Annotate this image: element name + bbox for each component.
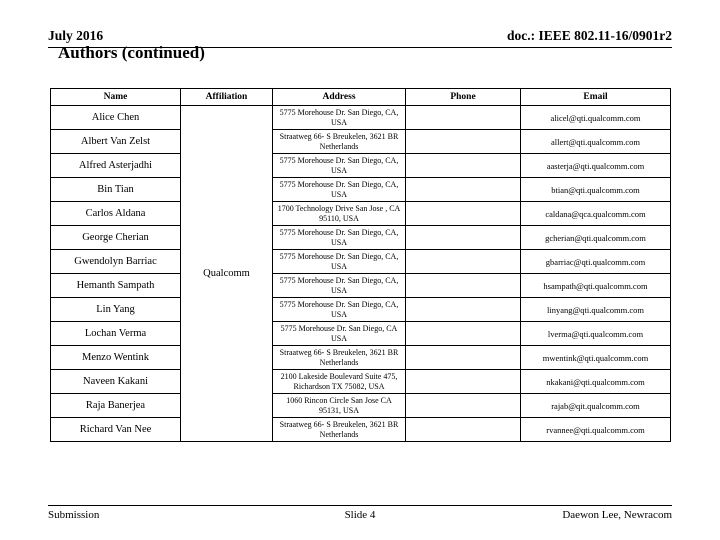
cell-phone xyxy=(406,226,521,250)
table-header-row xyxy=(51,89,671,106)
table-row xyxy=(51,250,671,274)
cell-address: 5775 Morehouse Dr. San Diego, CA, USA xyxy=(273,298,406,322)
table-row xyxy=(51,106,671,130)
cell-email: nkakani@qti.qualcomm.com xyxy=(521,370,671,394)
footer-slide-number: Slide 4 xyxy=(344,509,376,521)
page-title: Authors (continued) xyxy=(58,43,205,62)
cell-email: rvannee@qti.qualcomm.com xyxy=(521,418,671,442)
table-row xyxy=(51,154,671,178)
cell-author-name: Naveen Kakani xyxy=(51,370,181,394)
cell-address: 1060 Rincon Circle San Jose CA 95131, USA xyxy=(273,394,406,418)
cell-address: 5775 Morehouse Dr. San Diego, CA, USA xyxy=(273,226,406,250)
header-date: July 2016 xyxy=(48,28,104,43)
cell-phone xyxy=(406,154,521,178)
table-row xyxy=(51,346,671,370)
cell-address: Straatweg 66- S Breukelen, 3621 BR Netherlands xyxy=(273,130,406,154)
cell-email: linyang@qti.qualcomm.com xyxy=(521,298,671,322)
table-row xyxy=(51,418,671,442)
table-row xyxy=(51,178,671,202)
cell-author-name: Richard Van Nee xyxy=(51,418,181,442)
cell-email: aasterja@qti.qualcomm.com xyxy=(521,154,671,178)
cell-phone xyxy=(406,130,521,154)
cell-author-name: Gwendolyn Barriac xyxy=(51,250,181,274)
cell-phone xyxy=(406,346,521,370)
cell-phone xyxy=(406,418,521,442)
cell-author-name: Bin Tian xyxy=(51,178,181,202)
cell-phone xyxy=(406,178,521,202)
cell-author-name: Carlos Aldana xyxy=(51,202,181,226)
cell-phone xyxy=(406,274,521,298)
cell-email: gcherian@qti.qualcomm.com xyxy=(521,226,671,250)
authors-table xyxy=(50,88,671,442)
cell-email: lverma@qti.qualcomm.com xyxy=(521,322,671,346)
footer-divider xyxy=(48,505,672,506)
header-doc-number: doc.: IEEE 802.11-16/0901r2 xyxy=(506,28,672,43)
cell-author-name: Albert Van Zelst xyxy=(51,130,181,154)
cell-author-name: George Cherian xyxy=(51,226,181,250)
cell-phone xyxy=(406,250,521,274)
cell-phone xyxy=(406,370,521,394)
column-header-email: Email xyxy=(521,89,671,106)
cell-phone xyxy=(406,298,521,322)
cell-email: mwentink@qti.qualcomm.com xyxy=(521,346,671,370)
cell-email: allert@qti.qualcomm.com xyxy=(521,130,671,154)
cell-address: 5775 Morehouse Dr. San Diego, CA USA xyxy=(273,322,406,346)
cell-address: Straatweg 66- S Breukelen, 3621 BR Netherlands xyxy=(273,418,406,442)
cell-address: 5775 Morehouse Dr. San Diego, CA, USA xyxy=(273,106,406,130)
cell-email: caldana@qca.qualcomm.com xyxy=(521,202,671,226)
footer-submission-label: Submission xyxy=(48,509,100,521)
table-row xyxy=(51,274,671,298)
cell-author-name: Menzo Wentink xyxy=(51,346,181,370)
table-row xyxy=(51,226,671,250)
table-row xyxy=(51,202,671,226)
cell-phone xyxy=(406,322,521,346)
cell-email: hsampath@qti.qualcomm.com xyxy=(521,274,671,298)
table-row xyxy=(51,298,671,322)
cell-address: Straatweg 66- S Breukelen, 3621 BR Netherlands xyxy=(273,346,406,370)
cell-phone xyxy=(406,202,521,226)
table-body xyxy=(51,106,671,442)
column-header-affiliation: Affiliation xyxy=(181,89,273,106)
table-row xyxy=(51,322,671,346)
cell-author-name: Alice Chen xyxy=(51,106,181,130)
table-row xyxy=(51,394,671,418)
cell-author-name: Lochan Verma xyxy=(51,322,181,346)
cell-email: alicel@qti.qualcomm.com xyxy=(521,106,671,130)
column-header-address: Address xyxy=(273,89,406,106)
cell-address: 5775 Morehouse Dr. San Diego, CA, USA xyxy=(273,154,406,178)
cell-phone xyxy=(406,106,521,130)
cell-phone xyxy=(406,394,521,418)
table-row xyxy=(51,370,671,394)
cell-address: 2100 Lakeside Boulevard Suite 475, Richardson TX 75082, USA xyxy=(273,370,406,394)
cell-affiliation: Qualcomm xyxy=(181,106,273,442)
cell-address: 5775 Morehouse Dr. San Diego, CA, USA xyxy=(273,274,406,298)
column-header-phone: Phone xyxy=(406,89,521,106)
cell-author-name: Lin Yang xyxy=(51,298,181,322)
table-row xyxy=(51,130,671,154)
cell-email: rajab@qit.qualcomm.com xyxy=(521,394,671,418)
cell-author-name: Hemanth Sampath xyxy=(51,274,181,298)
cell-email: btian@qti.qualcomm.com xyxy=(521,178,671,202)
cell-email: gbarriac@qti.qualcomm.com xyxy=(521,250,671,274)
cell-address: 5775 Morehouse Dr. San Diego, CA, USA xyxy=(273,178,406,202)
slide-footer xyxy=(48,509,672,525)
footer-author: Daewon Lee, Newracom xyxy=(562,509,672,521)
cell-author-name: Raja Banerjea xyxy=(51,394,181,418)
cell-address: 1700 Technology Drive San Jose , CA 95110, USA xyxy=(273,202,406,226)
cell-author-name: Alfred Asterjadhi xyxy=(51,154,181,178)
column-header-name: Name xyxy=(51,89,181,106)
cell-address: 5775 Morehouse Dr. San Diego, CA, USA xyxy=(273,250,406,274)
